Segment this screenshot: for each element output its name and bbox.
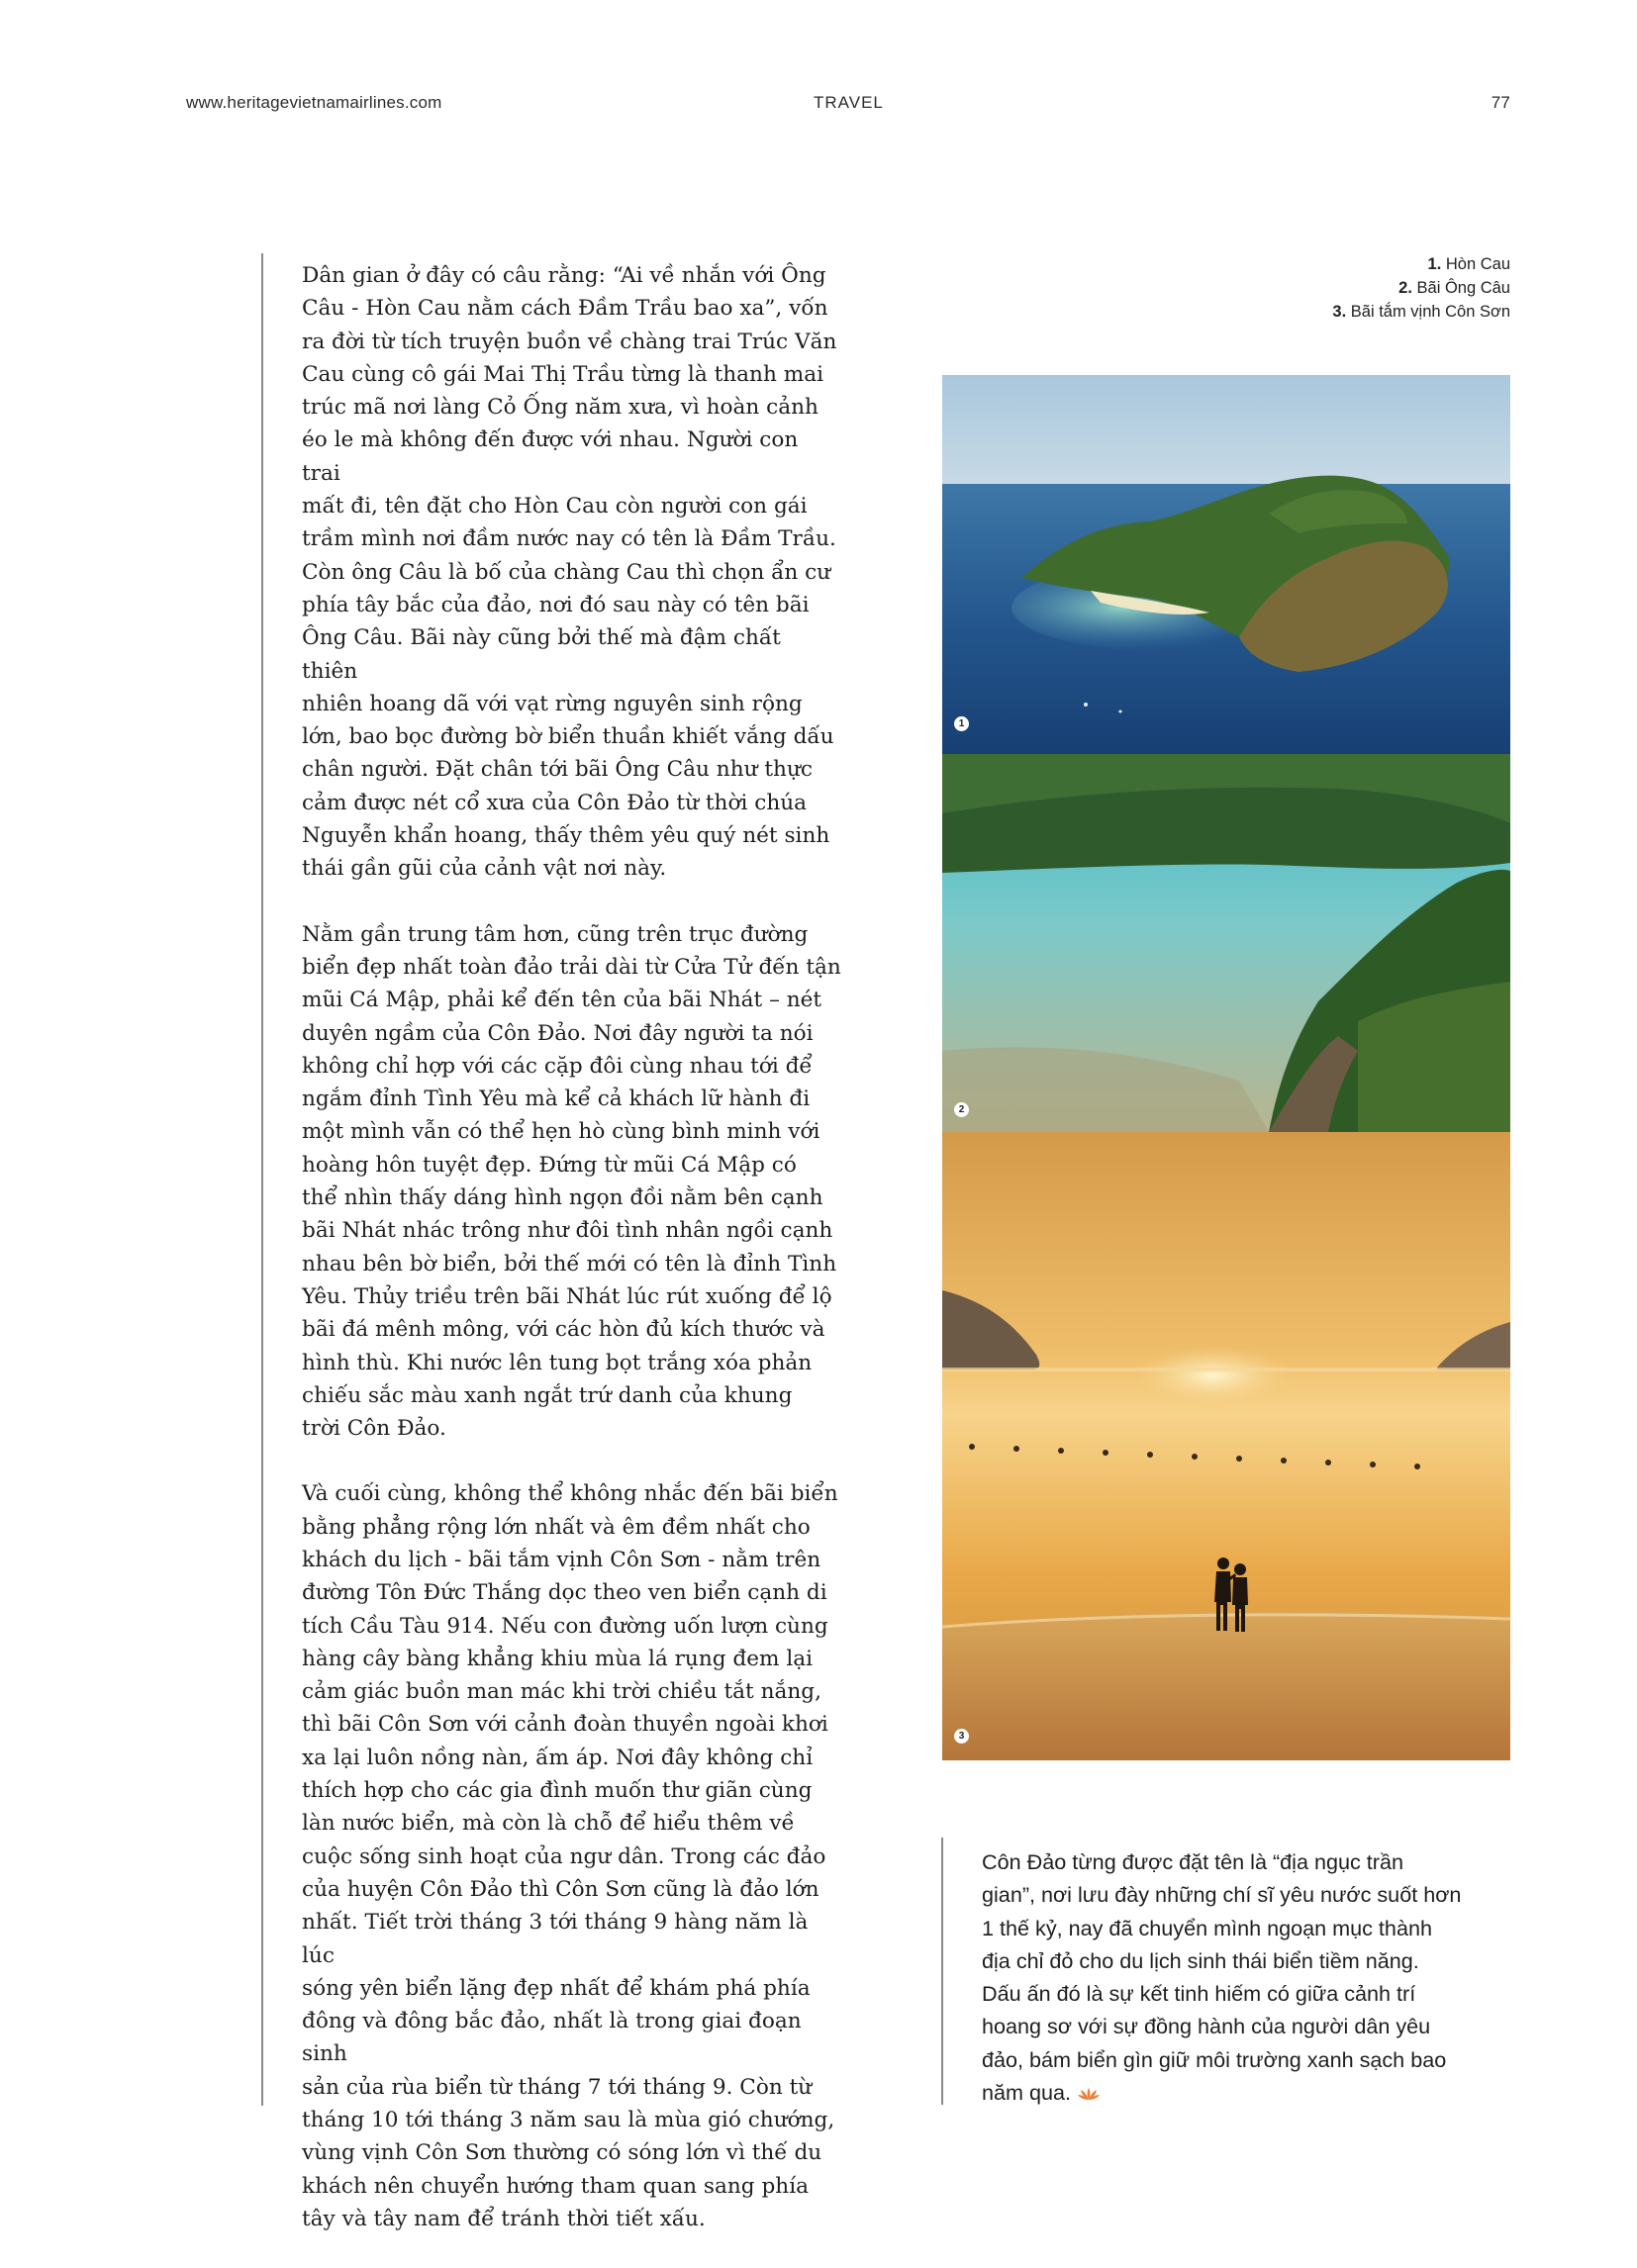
sidebar-line: năm qua. [982, 2076, 1516, 2109]
sidebar-line: hoang sơ với sự đồng hành của người dân yêu [982, 2014, 1431, 2039]
paragraph-1-line: Câu - Hòn Cau nằm cách Đầm Trầu bao xa”, vốn [302, 296, 828, 322]
paragraph-2-line: duyên ngầm của Côn Đảo. Nơi đây người ta nói [302, 1020, 814, 1046]
paragraph-3-line: vùng vịnh Côn Sơn thường có sóng lớn vì thế du [302, 2140, 822, 2166]
sidebar-line: đảo, bám biển gìn giữ môi trường xanh sạch bao [982, 2046, 1447, 2072]
page-number: 77 [1491, 93, 1510, 112]
photo-captions [1332, 252, 1510, 324]
paragraph-3-line: thì bãi Côn Sơn với cảnh đoàn thuyền ngoài khơi [302, 1712, 828, 1738]
website-url: www.heritagevietnamairlines.com [186, 93, 442, 112]
paragraph-2-line: Yêu. Thủy triều trên bãi Nhát lúc rút xuống để lộ [302, 1283, 832, 1309]
sidebar-text [982, 1845, 1516, 2109]
paragraph-3-line: khách du lịch - bãi tắm vịnh Côn Sơn - nằm trên [302, 1547, 821, 1572]
paragraph-1-line: Nguyễn khẩn hoang, thấy thêm yêu quý nét sinh [302, 823, 830, 849]
paragraph-3-line: của huyện Côn Đảo thì Côn Sơn cũng là đảo lớn [302, 1876, 819, 1902]
paragraph-2-line: nhau bên bờ biển, bởi thế mới có tên là đỉnh Tình [302, 1251, 837, 1276]
paragraph-1-line: trầm mình nơi đầm nước nay có tên là Đầm Trầu. [302, 526, 836, 552]
caption-3: 3. Bãi tắm vịnh Côn Sơn [1332, 303, 1510, 321]
paragraph-1-line: ra đời từ tích truyện buồn về chàng trai Trúc Văn [302, 329, 837, 354]
paragraph-3-line: đông và đông bắc đảo, nhất là trong giai đoạn sinh [302, 2009, 802, 2067]
paragraph-3-line: cảm giác buồn man mác khi trời chiều tắt nắng, [302, 1679, 821, 1705]
photo-vinh-con-son [942, 1132, 1510, 1760]
paragraph-2-line: chiếu sắc màu xanh ngắt trứ danh của khung [302, 1382, 793, 1408]
paragraph-1-line: lớn, bao bọc đường bờ biển thuần khiết vắng dấu [302, 724, 834, 750]
paragraph-3-line: đường Tôn Đức Thắng dọc theo ven biển cạnh di [302, 1580, 827, 1606]
paragraph-1-line: phía tây bắc của đảo, nơi đó sau này có tên bãi [302, 592, 810, 617]
main-article-body [302, 259, 841, 2268]
paragraph-1-line: thái gần gũi của cảnh vật nơi này. [302, 856, 667, 882]
paragraph-1-line: chân người. Đặt chân tới bãi Ông Câu như thực [302, 757, 813, 783]
photo-hon-cau [942, 375, 1510, 754]
paragraph-3-line: nhất. Tiết trời tháng 3 tới tháng 9 hàng năm là lúc [302, 1910, 809, 1968]
sidebar-line: 1 thế kỷ, nay đã chuyển mình ngoạn mục thành [982, 1915, 1432, 1940]
paragraph-3-line: thích hợp cho các gia đình muốn thư giãn cùng [302, 1778, 813, 1804]
paragraph-2-line: hoàng hôn tuyệt đẹp. Đứng từ mũi Cá Mập có [302, 1152, 797, 1178]
paragraph-1-line: Cau cùng cô gái Mai Thị Trầu từng là thanh mai [302, 361, 823, 387]
paragraph-3-line: xa lại luôn nồng nàn, ấm áp. Nơi đây không chỉ [302, 1745, 814, 1770]
paragraph-1-line: mất đi, tên đặt cho Hòn Cau còn người con gái [302, 494, 808, 520]
paragraph-2-line: biển đẹp nhất toàn đảo trải dài từ Cửa Tử đến tận [302, 954, 841, 980]
paragraph-3 [302, 1477, 841, 2235]
paragraph-2-line: ngắm đỉnh Tình Yêu mà kể cả khách lữ hành đi [302, 1087, 811, 1112]
paragraph-3-line: làn nước biển, mà còn là chỗ để hiểu thêm về [302, 1811, 795, 1837]
paragraph-1-line: éo le mà không đến được với nhau. Người con trai [302, 427, 799, 486]
paragraph-1-line: trúc mã nơi làng Cỏ Ống năm xưa, vì hoàn cảnh [302, 395, 818, 421]
paragraph-2-line: bãi đá mênh mông, với các hòn đủ kích thước và [302, 1317, 825, 1343]
paragraph-1-line: Còn ông Câu là bố của chàng Cau thì chọn ẩn cư [302, 559, 831, 585]
paragraph-2-line: mũi Cá Mập, phải kể đến tên của bãi Nhát – nét [302, 988, 822, 1013]
photo-bai-ong-cau [942, 754, 1510, 1132]
paragraph-2-line: một mình vẫn có thể hẹn hò cùng bình minh với [302, 1119, 820, 1145]
caption-2: 2. Bãi Ông Câu [1398, 279, 1510, 297]
paragraph-3-line: sản của rùa biển từ tháng 7 tới tháng 9. Còn từ [302, 2074, 813, 2100]
caption-1: 1. Hòn Cau [1427, 255, 1510, 273]
paragraph-2-line: bãi Nhát nhác trông như đôi tình nhân ngồi cạnh [302, 1218, 833, 1244]
paragraph-2-line: trời Côn Đảo. [302, 1416, 446, 1442]
paragraph-2 [302, 918, 841, 1446]
paragraph-3-line: sóng yên biển lặng đẹp nhất để khám phá phía [302, 1975, 811, 2001]
main-column-rule [261, 253, 263, 2106]
paragraph-2-line: Nằm gần trung tâm hơn, cũng trên trục đường [302, 921, 809, 947]
paragraph-3-line: khách nên chuyển hướng tham quan sang phía [302, 2173, 809, 2199]
paragraph-3-line: Và cuối cùng, không thể không nhắc đến bãi biển [302, 1481, 838, 1507]
paragraph-1 [302, 259, 841, 886]
paragraph-1-line: Dân gian ở đây có câu rằng: “Ai về nhắn với Ông [302, 263, 826, 288]
paragraph-3-line: tháng 10 tới tháng 3 năm sau là mùa gió chướng, [302, 2108, 835, 2133]
paragraph-3-line: tây và tây nam để tránh thời tiết xấu. [302, 2206, 706, 2231]
paragraph-1-line: nhiên hoang dã với vạt rừng nguyên sinh rộng [302, 691, 803, 716]
paragraph-1-line: Ông Câu. Bãi này cũng bởi thế mà đậm chất thiên [302, 625, 781, 684]
lotus-icon [1077, 2086, 1101, 2102]
photo-number-badge-2: 2 [954, 1102, 969, 1117]
paragraph-3-line: hàng cây bàng khẳng khiu mùa lá rụng đem lại [302, 1646, 814, 1671]
sidebar-rule [941, 1838, 943, 2105]
photo-number-badge-1: 1 [954, 716, 969, 731]
photo-number-badge-3: 3 [954, 1729, 969, 1744]
section-label: TRAVEL [814, 93, 884, 112]
paragraph-3-line: bằng phẳng rộng lớn nhất và êm đềm nhất cho [302, 1514, 811, 1540]
sidebar-line: Dấu ấn đó là sự kết tinh hiếm có giữa cảnh trí [982, 1981, 1416, 2007]
paragraph-2-line: hình thù. Khi nước lên tung bọt trắng xóa phản [302, 1350, 813, 1375]
sidebar-line: địa chỉ đỏ cho du lịch sinh thái biển tiềm năng. [982, 1947, 1419, 1973]
sidebar-line: Côn Đảo từng được đặt tên là “địa ngục trần [982, 1849, 1404, 1874]
paragraph-2-line: thể nhìn thấy dáng hình ngọn đồi nằm bên cạnh [302, 1185, 823, 1211]
paragraph-3-line: cuộc sống sinh hoạt của ngư dân. Trong các đảo [302, 1843, 826, 1869]
sidebar-line: gian”, nơi lưu đày những chí sĩ yêu nước suốt hơn [982, 1882, 1462, 1908]
paragraph-1-line: cảm được nét cổ xưa của Côn Đảo từ thời chúa [302, 790, 808, 815]
paragraph-2-line: không chỉ hợp với các cặp đôi cùng nhau tới để [302, 1053, 813, 1079]
paragraph-3-line: tích Cầu Tàu 914. Nếu con đường uốn lượn cùng [302, 1613, 828, 1639]
